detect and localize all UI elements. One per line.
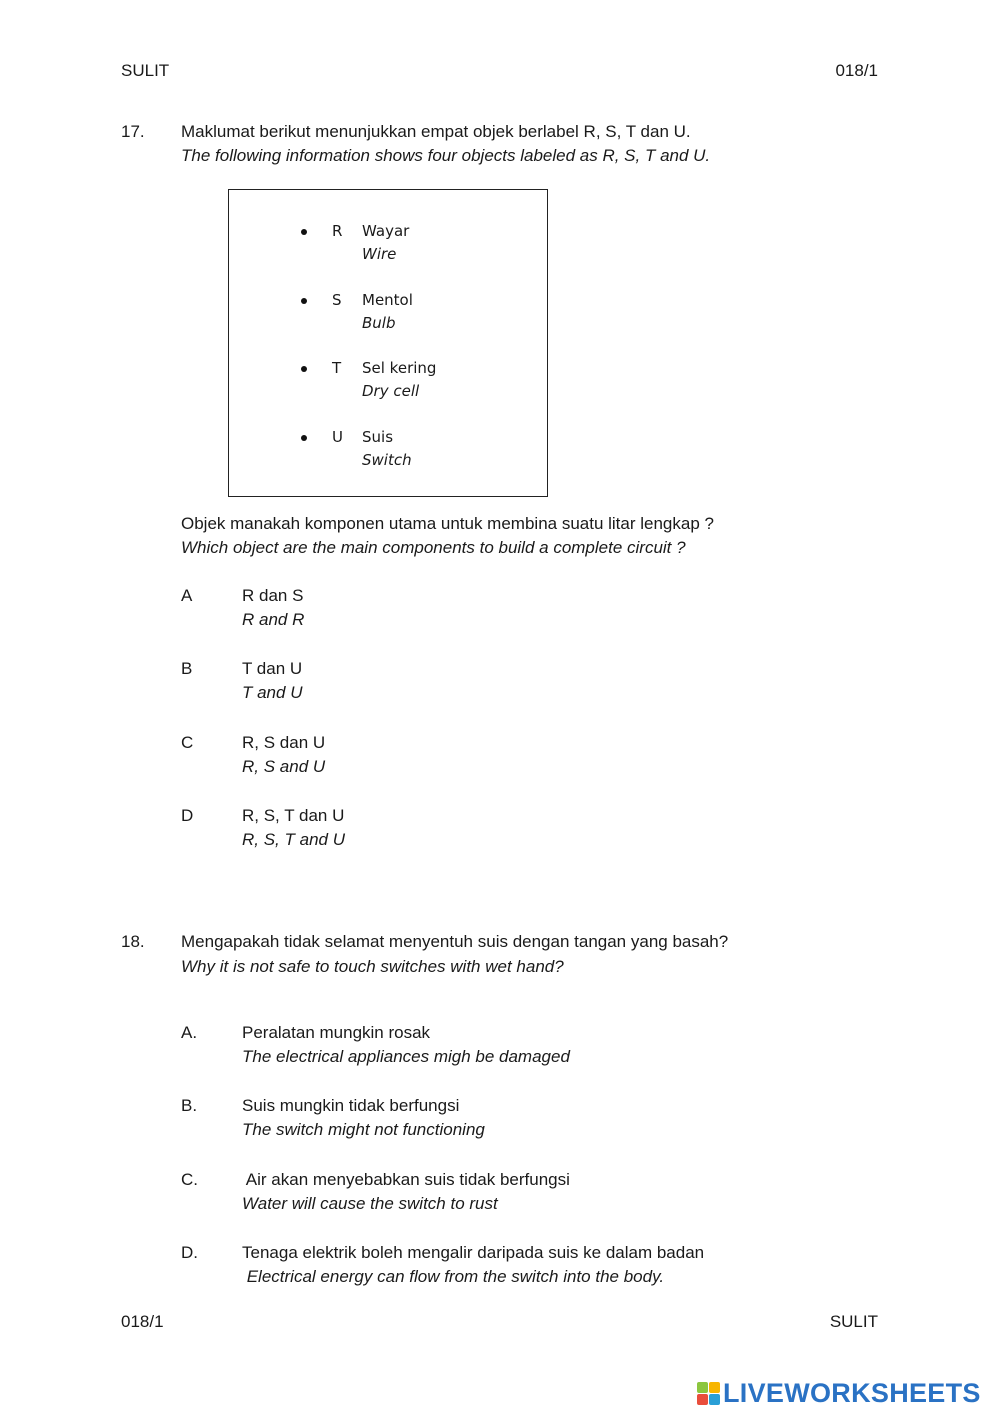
option-text-ms: T dan U <box>242 659 303 678</box>
option-text-ms: R dan S <box>242 586 304 605</box>
object-name-ms: Suis <box>362 428 394 446</box>
option-label: B. <box>181 1096 198 1115</box>
question-stem-en: Why it is not safe to touch switches with wet hand? <box>181 957 564 976</box>
question-number: 17. <box>121 122 145 141</box>
question-stem-ms: Mengapakah tidak selamat menyentuh suis dengan tangan yang basah? <box>181 932 729 951</box>
object-name-ms: Sel kering <box>362 359 437 377</box>
question-number: 18. <box>121 932 145 951</box>
footer-left: 018/1 <box>121 1312 164 1331</box>
question-stem-ms: Maklumat berikut menunjukkan empat objek berlabel R, S, T dan U. <box>181 122 691 141</box>
option-text-en: Water will cause the switch to rust <box>242 1194 498 1213</box>
liveworksheets-logo-icon <box>697 1382 720 1405</box>
object-name-en: Dry cell <box>362 382 420 400</box>
option-text-ms: R, S dan U <box>242 733 326 752</box>
header-right: 018/1 <box>835 61 878 80</box>
object-name-en: Bulb <box>362 314 396 332</box>
option-text-en: R, S and U <box>242 757 326 776</box>
bullet-icon <box>301 229 307 235</box>
option-label: C. <box>181 1170 198 1189</box>
question-prompt-ms: Objek manakah komponen utama untuk membina suatu litar lengkap ? <box>181 514 714 533</box>
object-letter: T <box>332 359 342 377</box>
option-label: C <box>181 733 194 752</box>
option-text-ms: R, S, T dan U <box>242 806 345 825</box>
bullet-icon <box>301 366 307 372</box>
option-label: D <box>181 806 194 825</box>
option-text-en: R, S, T and U <box>242 830 345 849</box>
option-text-ms: Tenaga elektrik boleh mengalir daripada suis ke dalam badan <box>242 1243 705 1262</box>
bullet-icon <box>301 435 307 441</box>
option-text-en: T and U <box>242 683 303 702</box>
liveworksheets-wordmark: LIVEWORKSHEETS <box>723 1377 981 1408</box>
object-name-ms: Wayar <box>362 222 410 240</box>
liveworksheets-logo[interactable] <box>697 1376 981 1410</box>
object-letter: S <box>332 291 342 309</box>
option-text-en: R and R <box>242 610 305 629</box>
footer-right: SULIT <box>829 1312 878 1331</box>
option-label: A. <box>181 1023 198 1042</box>
question-prompt-en: Which object are the main components to build a complete circuit ? <box>181 538 686 557</box>
option-text-en: Electrical energy can flow from the switch into the body. <box>242 1267 665 1286</box>
object-name-en: Wire <box>362 245 397 263</box>
option-label: D. <box>181 1243 198 1262</box>
object-name-ms: Mentol <box>362 291 413 309</box>
option-label: A <box>181 586 193 605</box>
header-left: SULIT <box>121 61 170 80</box>
option-text-en: The switch might not functioning <box>242 1120 485 1139</box>
option-text-en: The electrical appliances migh be damaged <box>242 1047 570 1066</box>
object-letter: R <box>332 222 343 240</box>
question-stem-en: The following information shows four objects labeled as R, S, T and U. <box>181 146 711 165</box>
option-text-ms: Air akan menyebabkan suis tidak berfungsi <box>242 1170 570 1189</box>
option-text-ms: Suis mungkin tidak berfungsi <box>242 1096 460 1115</box>
object-name-en: Switch <box>362 451 412 469</box>
option-text-ms: Peralatan mungkin rosak <box>242 1023 431 1042</box>
bullet-icon <box>301 298 307 304</box>
object-letter: U <box>332 428 343 446</box>
option-label: B <box>181 659 193 678</box>
objects-box <box>228 189 548 497</box>
